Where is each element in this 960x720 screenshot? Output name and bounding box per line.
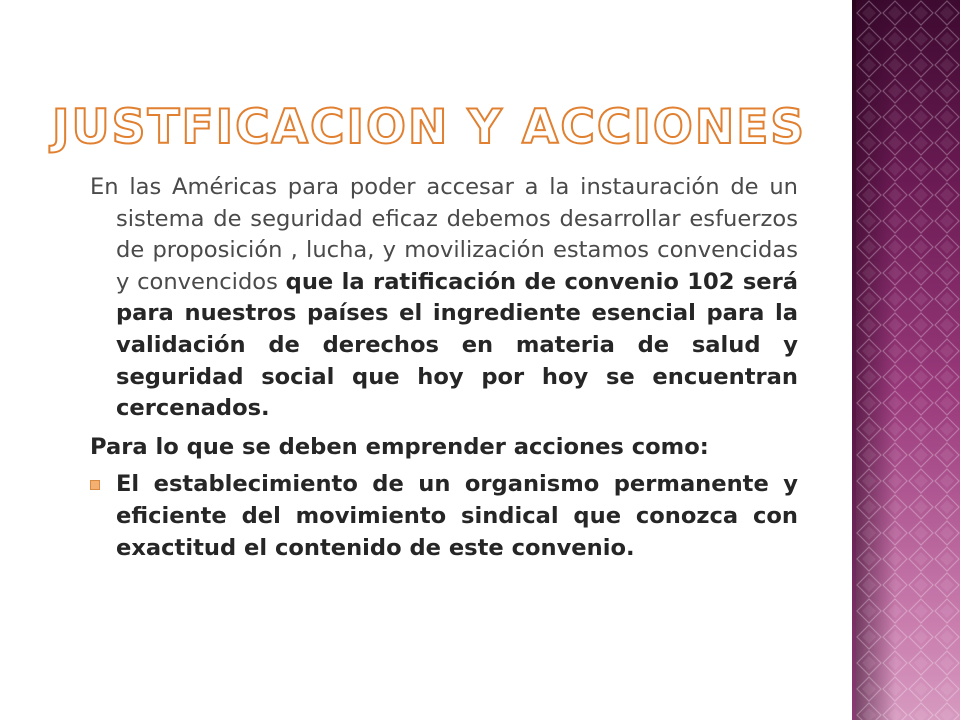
list-item (90, 469, 798, 564)
square-bullet-icon (90, 480, 100, 490)
intro-paragraph-bold: que la ratificación de convenio 102 será para nuestros países el ingrediente esencial para la validación de derechos en materia de salud y seguridad social que hoy por hoy se encuentran cercenados. (116, 268, 798, 422)
actions-subheading: Para lo que se deben emprender acciones como: (90, 433, 709, 460)
decorative-side-panel (856, 0, 960, 720)
slide-body (90, 172, 798, 564)
diamond-pattern (856, 0, 960, 720)
intro-paragraph-normal: En las Américas para poder accesar a la instauración de un sistema de seguridad eficaz debemos desarrollar esfuerzos de proposición , lucha, y movilización estamos convencidas y convencidos (90, 174, 798, 295)
bullet-text: El establecimiento de un organismo permanente y eficiente del movimiento sindical que conozca con exactitud el contenido de este convenio. (116, 471, 798, 561)
slide-title: JUSTFICACION Y ACCIONES (52, 100, 807, 155)
intro-paragraph (90, 172, 798, 425)
